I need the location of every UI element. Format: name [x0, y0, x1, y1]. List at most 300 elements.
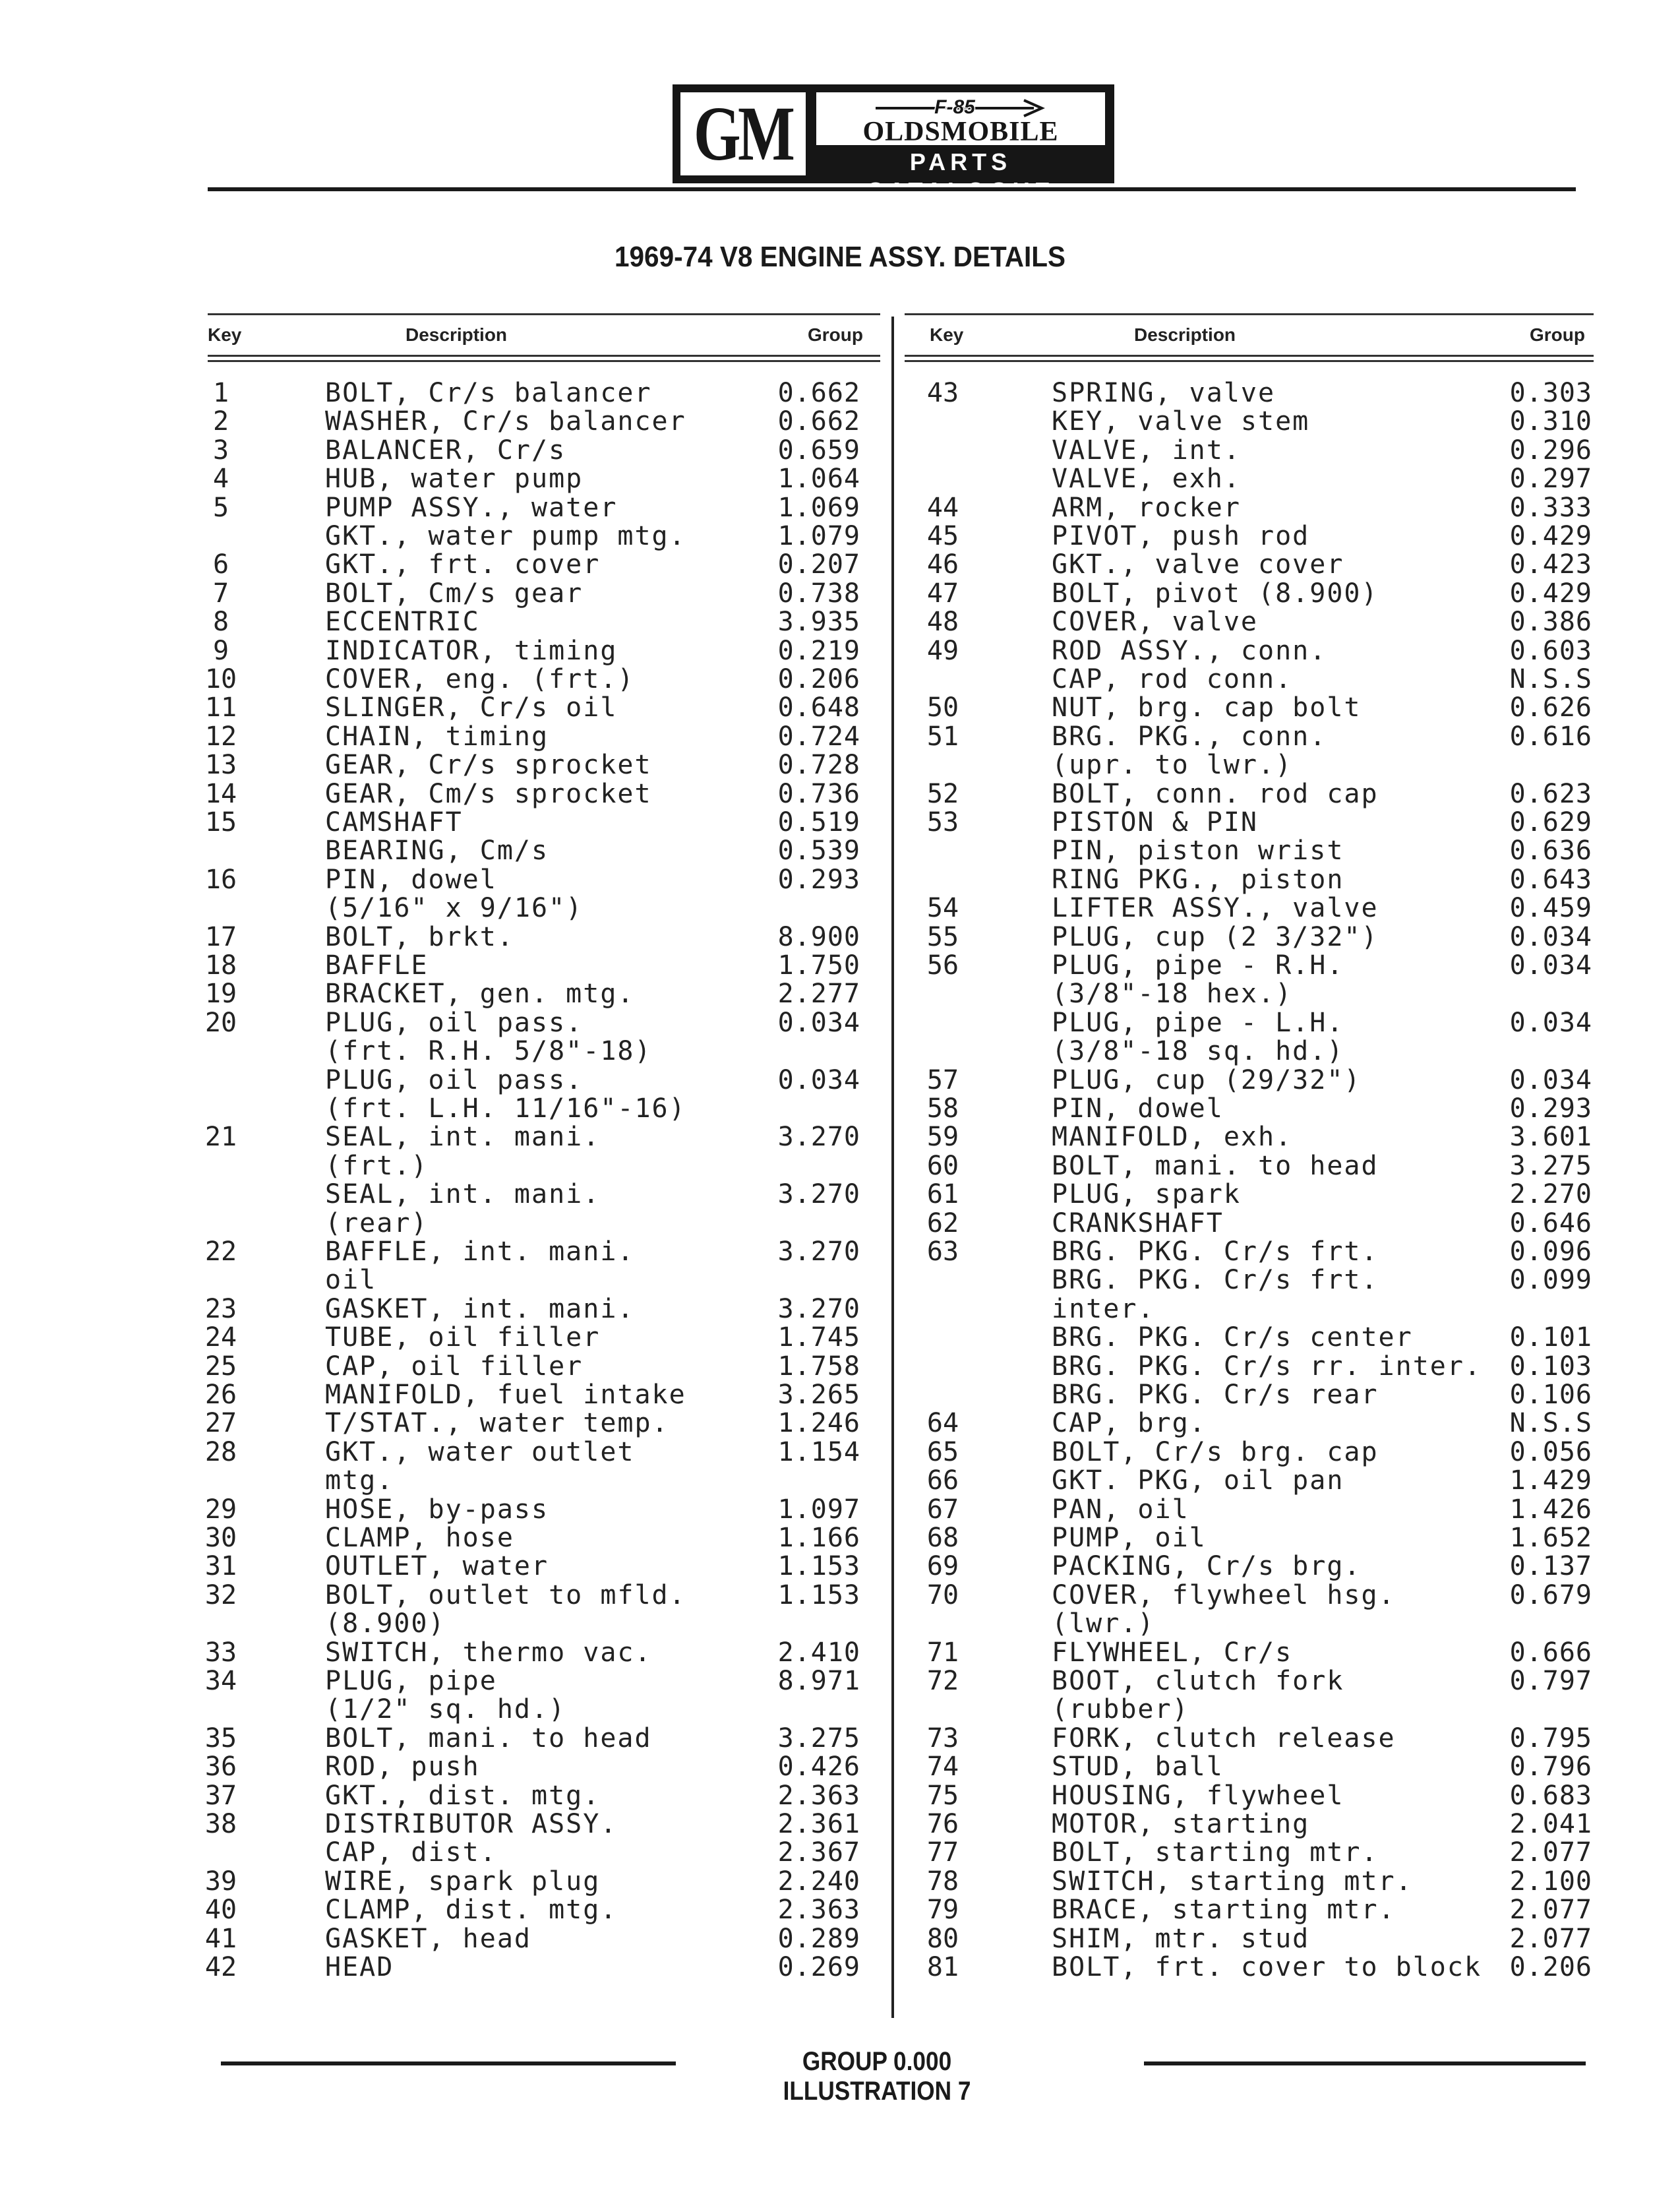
part-description: SWITCH, thermo vac. — [325, 1637, 652, 1668]
table-row — [0, 723, 1680, 751]
table-row — [0, 1324, 1680, 1352]
part-description: BOLT, Cr/s brg. cap — [1052, 1436, 1379, 1467]
part-description: GKT., frt. cover — [325, 549, 601, 580]
part-description: PLUG, cup (29/32") — [1052, 1064, 1362, 1095]
table-row — [0, 580, 1680, 608]
part-key: 26 — [204, 1380, 237, 1410]
part-description: CAP, oil filler — [325, 1351, 584, 1382]
table-row — [0, 1496, 1680, 1524]
right-top-rule — [905, 313, 1594, 315]
part-key: 69 — [926, 1551, 959, 1582]
part-group: 8.900 — [777, 921, 860, 952]
part-group: 0.219 — [777, 635, 860, 666]
part-group: 2.077 — [1509, 1837, 1592, 1868]
part-group: 3.275 — [777, 1723, 860, 1754]
part-description: BEARING, Cm/s — [325, 836, 549, 867]
part-group: 3.270 — [777, 1293, 860, 1324]
part-key: 36 — [204, 1752, 237, 1783]
table-row — [0, 1238, 1680, 1266]
part-group: 1.652 — [1509, 1523, 1592, 1553]
part-description: WIRE, spark plug — [325, 1866, 601, 1897]
part-group: 1.153 — [777, 1551, 860, 1582]
table-row — [0, 551, 1680, 579]
part-group: N.S.S — [1509, 664, 1592, 694]
table-row — [0, 1782, 1680, 1810]
part-group: 0.206 — [777, 664, 860, 694]
part-description: COVER, valve — [1052, 607, 1258, 638]
part-group: 2.277 — [777, 979, 860, 1010]
part-group: 0.056 — [1509, 1436, 1592, 1467]
footer-rule-right — [1144, 2061, 1586, 2065]
part-description: BOLT, mani. to head — [325, 1723, 652, 1754]
part-key: 67 — [926, 1494, 959, 1525]
part-description: VALVE, int. — [1052, 435, 1241, 466]
table-row — [0, 1266, 1680, 1295]
part-key: 25 — [204, 1351, 237, 1382]
table-row — [0, 923, 1680, 952]
part-description: PLUG, cup (2 3/32") — [1052, 921, 1379, 952]
part-group: 1.745 — [777, 1322, 860, 1353]
part-group: 2.367 — [777, 1837, 860, 1868]
part-group: 0.736 — [777, 778, 860, 809]
part-group: 2.100 — [1509, 1866, 1592, 1897]
part-key: 30 — [204, 1523, 237, 1553]
part-key: 8 — [212, 607, 229, 638]
part-description: BRG. PKG., conn. — [1052, 721, 1327, 752]
part-group: 0.423 — [1509, 549, 1592, 580]
part-description: CLAMP, hose — [325, 1523, 514, 1553]
part-description: CAMSHAFT — [325, 807, 463, 838]
part-description: (frt. L.H. 11/16"-16) — [325, 1093, 686, 1124]
part-group: 0.662 — [777, 406, 860, 437]
part-group: 2.077 — [1509, 1923, 1592, 1954]
part-description: BOLT, conn. rod cap — [1052, 778, 1379, 809]
part-description: BOLT, Cr/s balancer — [325, 378, 652, 408]
part-description: COVER, eng. (frt.) — [325, 664, 635, 694]
part-key: 59 — [926, 1122, 959, 1153]
table-row — [0, 1953, 1680, 1982]
part-group: 3.270 — [777, 1122, 860, 1153]
part-group: 2.363 — [777, 1895, 860, 1926]
table-row — [0, 751, 1680, 779]
part-key: 42 — [204, 1952, 237, 1982]
part-group: 0.293 — [1509, 1093, 1592, 1124]
part-key: 49 — [926, 635, 959, 666]
part-group: 1.429 — [1509, 1465, 1592, 1496]
part-description: NUT, brg. cap bolt — [1052, 692, 1362, 723]
part-key: 78 — [926, 1866, 959, 1897]
part-group: 0.662 — [777, 378, 860, 408]
part-description: TUBE, oil filler — [325, 1322, 601, 1353]
part-group: 2.361 — [777, 1809, 860, 1839]
part-description: CLAMP, dist. mtg. — [325, 1895, 618, 1926]
part-key: 60 — [926, 1150, 959, 1181]
part-description: FLYWHEEL, Cr/s — [1052, 1637, 1293, 1668]
footer-rule-left — [221, 2061, 676, 2065]
part-group: 0.623 — [1509, 778, 1592, 809]
table-row — [0, 1123, 1680, 1151]
table-row — [0, 379, 1680, 408]
part-group: 3.275 — [1509, 1150, 1592, 1181]
part-description: FORK, clutch release — [1052, 1723, 1396, 1754]
part-key: 63 — [926, 1236, 959, 1267]
part-group: 3.265 — [777, 1380, 860, 1410]
part-key: 41 — [204, 1923, 237, 1954]
part-group: 0.519 — [777, 807, 860, 838]
part-key: 17 — [204, 921, 237, 952]
part-group: 0.648 — [777, 692, 860, 723]
part-key: 66 — [926, 1465, 959, 1496]
part-key: 72 — [926, 1666, 959, 1696]
part-description: BRG. PKG. Cr/s frt. — [1052, 1236, 1379, 1267]
table-row — [0, 1381, 1680, 1409]
part-description: HEAD — [325, 1952, 394, 1982]
part-key: 1 — [212, 378, 229, 408]
part-key: 61 — [926, 1179, 959, 1210]
table-row — [0, 494, 1680, 522]
part-key: 34 — [204, 1666, 237, 1696]
part-description: GKT., water pump mtg. — [325, 521, 686, 551]
part-group: 3.935 — [777, 607, 860, 638]
table-row — [0, 694, 1680, 722]
part-description: INDICATOR, timing — [325, 635, 618, 666]
table-row — [0, 1438, 1680, 1467]
part-group: 0.539 — [777, 836, 860, 867]
part-group: 1.079 — [777, 521, 860, 551]
part-key: 28 — [204, 1436, 237, 1467]
part-description: (1/2" sq. hd.) — [325, 1694, 566, 1725]
part-key: 51 — [926, 721, 959, 752]
part-key: 21 — [204, 1122, 237, 1153]
part-description: SHIM, mtr. stud — [1052, 1923, 1310, 1954]
part-description: SPRING, valve — [1052, 378, 1276, 408]
table-row — [0, 1896, 1680, 1924]
table-row — [0, 1868, 1680, 1896]
part-key: 38 — [204, 1809, 237, 1839]
part-key: 18 — [204, 950, 237, 981]
part-group: 1.426 — [1509, 1494, 1592, 1525]
table-row — [0, 637, 1680, 665]
part-group: 0.310 — [1509, 406, 1592, 437]
part-description: GASKET, head — [325, 1923, 531, 1954]
part-description: (rear) — [325, 1207, 429, 1238]
part-group: 0.289 — [777, 1923, 860, 1954]
part-key: 6 — [212, 549, 229, 580]
part-key: 47 — [926, 578, 959, 609]
part-description: LIFTER ASSY., valve — [1052, 893, 1379, 924]
part-key: 68 — [926, 1523, 959, 1553]
part-key: 55 — [926, 921, 959, 952]
part-group: 0.101 — [1509, 1322, 1592, 1353]
part-group: 0.795 — [1509, 1723, 1592, 1754]
part-group: 0.034 — [1509, 921, 1592, 952]
part-key: 31 — [204, 1551, 237, 1582]
part-key: 2 — [212, 406, 229, 437]
part-group: 0.096 — [1509, 1236, 1592, 1267]
part-description: VALVE, exh. — [1052, 464, 1241, 495]
part-key: 74 — [926, 1752, 959, 1783]
table-row — [0, 1753, 1680, 1781]
table-row — [0, 1180, 1680, 1209]
part-group: 1.166 — [777, 1523, 860, 1553]
table-row — [0, 665, 1680, 694]
part-description: PIN, dowel — [325, 864, 497, 895]
part-description: RING PKG., piston — [1052, 864, 1344, 895]
table-row — [0, 608, 1680, 636]
part-key: 32 — [204, 1579, 237, 1610]
part-description: SWITCH, starting mtr. — [1052, 1866, 1413, 1897]
part-description: BRG. PKG. Cr/s rear — [1052, 1380, 1379, 1410]
part-description: PLUG, pipe - R.H. — [1052, 950, 1344, 981]
part-key: 16 — [204, 864, 237, 895]
part-description: mtg. — [325, 1465, 394, 1496]
part-description: CHAIN, timing — [325, 721, 549, 752]
part-description: MOTOR, starting — [1052, 1809, 1310, 1839]
part-key: 76 — [926, 1809, 959, 1839]
table-row — [0, 980, 1680, 1008]
part-description: ROD ASSY., conn. — [1052, 635, 1327, 666]
part-group: 0.738 — [777, 578, 860, 609]
part-key: 58 — [926, 1093, 959, 1124]
part-key: 40 — [204, 1895, 237, 1926]
part-description: (frt. R.H. 5/8"-18) — [325, 1036, 652, 1067]
part-group: 2.363 — [777, 1780, 860, 1811]
part-key: 57 — [926, 1064, 959, 1095]
page-title: 1969-74 V8 ENGINE ASSY. DETAILS — [615, 241, 1065, 273]
part-key: 23 — [204, 1293, 237, 1324]
part-description: CAP, rod conn. — [1052, 664, 1293, 694]
part-group: 1.246 — [777, 1408, 860, 1439]
part-description: PLUG, pipe - L.H. — [1052, 1007, 1344, 1038]
table-row — [0, 1552, 1680, 1581]
table-row — [0, 1610, 1680, 1638]
part-key: 81 — [926, 1952, 959, 1982]
part-key: 62 — [926, 1207, 959, 1238]
part-description: GEAR, Cr/s sprocket — [325, 750, 652, 781]
part-group: 1.153 — [777, 1579, 860, 1610]
part-description: PLUG, oil pass. — [325, 1007, 584, 1038]
part-group: 0.646 — [1509, 1207, 1592, 1238]
part-group: 1.758 — [777, 1351, 860, 1382]
part-key: 27 — [204, 1408, 237, 1439]
part-group: 0.206 — [1509, 1952, 1592, 1982]
table-row — [0, 1409, 1680, 1438]
part-description: ECCENTRIC — [325, 607, 480, 638]
part-description: BRG. PKG. Cr/s center — [1052, 1322, 1413, 1353]
part-description: BOOT, clutch fork — [1052, 1666, 1344, 1696]
part-group: 0.728 — [777, 750, 860, 781]
part-key: 9 — [212, 635, 229, 666]
part-key: 53 — [926, 807, 959, 838]
right-key-heading: Key — [930, 324, 964, 345]
table-row — [0, 809, 1680, 837]
part-group: 0.426 — [777, 1752, 860, 1783]
part-group: 0.659 — [777, 435, 860, 466]
part-key: 54 — [926, 893, 959, 924]
part-description: inter. — [1052, 1293, 1155, 1324]
part-description: BRACKET, gen. mtg. — [325, 979, 635, 1010]
part-description: BRG. PKG. Cr/s frt. — [1052, 1265, 1379, 1296]
table-row — [0, 1353, 1680, 1381]
part-key: 10 — [204, 664, 237, 694]
part-description: (8.900) — [325, 1608, 446, 1639]
part-group: 0.099 — [1509, 1265, 1592, 1296]
table-row — [0, 465, 1680, 493]
table-row — [0, 894, 1680, 923]
part-description: PLUG, spark — [1052, 1179, 1241, 1210]
table-row — [0, 1810, 1680, 1839]
part-key: 35 — [204, 1723, 237, 1754]
part-description: (5/16" x 9/16") — [325, 893, 584, 924]
right-header-rule-1 — [905, 355, 1594, 357]
part-key: 50 — [926, 692, 959, 723]
part-group: 1.097 — [777, 1494, 860, 1525]
right-description-heading: Description — [1134, 324, 1236, 345]
table-row — [0, 522, 1680, 551]
part-description: BOLT, brkt. — [325, 921, 514, 952]
part-group: 0.679 — [1509, 1579, 1592, 1610]
part-group: 2.240 — [777, 1866, 860, 1897]
part-description: SEAL, int. mani. — [325, 1122, 601, 1153]
part-key: 77 — [926, 1837, 959, 1868]
part-key: 73 — [926, 1723, 959, 1754]
part-group: 0.386 — [1509, 607, 1592, 638]
part-group: 0.207 — [777, 549, 860, 580]
table-row — [0, 1209, 1680, 1238]
part-group: 0.293 — [777, 864, 860, 895]
part-key: 13 — [204, 750, 237, 781]
footer-label: GROUP 0.000 ILLUSTRATION 7 — [783, 2047, 971, 2106]
part-group: 3.601 — [1509, 1122, 1592, 1153]
part-key: 19 — [204, 979, 237, 1010]
part-description: PAN, oil — [1052, 1494, 1189, 1525]
part-group: 0.796 — [1509, 1752, 1592, 1783]
table-row — [0, 437, 1680, 465]
part-description: (upr. to lwr.) — [1052, 750, 1293, 781]
part-key: 7 — [212, 578, 229, 609]
part-description: GKT., dist. mtg. — [325, 1780, 601, 1811]
part-key: 46 — [926, 549, 959, 580]
part-group: 0.636 — [1509, 836, 1592, 867]
part-description: PIN, dowel — [1052, 1093, 1224, 1124]
left-top-rule — [208, 313, 880, 315]
part-description: PACKING, Cr/s brg. — [1052, 1551, 1362, 1582]
part-group: 0.034 — [1509, 950, 1592, 981]
part-group: 0.603 — [1509, 635, 1592, 666]
part-description: BOLT, starting mtr. — [1052, 1837, 1379, 1868]
part-group: 1.750 — [777, 950, 860, 981]
part-group: 2.077 — [1509, 1895, 1592, 1926]
part-description: (3/8"-18 sq. hd.) — [1052, 1036, 1344, 1067]
part-description: (frt.) — [325, 1150, 429, 1181]
part-description: PUMP ASSY., water — [325, 492, 618, 523]
table-row — [0, 837, 1680, 865]
part-key: 52 — [926, 778, 959, 809]
part-description: oil — [325, 1265, 377, 1296]
part-description: BOLT, mani. to head — [1052, 1150, 1379, 1181]
part-group: 0.724 — [777, 721, 860, 752]
part-description: PIVOT, push rod — [1052, 521, 1310, 551]
part-key: 44 — [926, 492, 959, 523]
part-description: T/STAT., water temp. — [325, 1408, 669, 1439]
part-group: 0.303 — [1509, 378, 1592, 408]
part-key: 80 — [926, 1923, 959, 1954]
part-group: 2.270 — [1509, 1179, 1592, 1210]
table-row — [0, 1009, 1680, 1037]
part-key: 39 — [204, 1866, 237, 1897]
part-group: 0.459 — [1509, 893, 1592, 924]
part-key: 33 — [204, 1637, 237, 1668]
part-description: DISTRIBUTOR ASSY. — [325, 1809, 618, 1839]
part-description: BRG. PKG. Cr/s rr. inter. — [1052, 1351, 1482, 1382]
part-key: 3 — [212, 435, 229, 466]
table-row — [0, 1639, 1680, 1667]
part-description: CAP, brg. — [1052, 1408, 1207, 1439]
left-header-rule-1 — [208, 355, 880, 357]
part-description: BOLT, outlet to mfld. — [325, 1579, 686, 1610]
part-group: 0.429 — [1509, 521, 1592, 551]
part-group: 0.034 — [1509, 1007, 1592, 1038]
gm-logo-text: GM — [694, 90, 793, 177]
table-row — [0, 1095, 1680, 1123]
part-group: 8.971 — [777, 1666, 860, 1696]
part-group: 0.269 — [777, 1952, 860, 1982]
table-row — [0, 952, 1680, 980]
gm-logo-box — [680, 92, 806, 175]
part-description: BOLT, frt. cover to block — [1052, 1952, 1482, 1982]
part-group: 0.797 — [1509, 1666, 1592, 1696]
part-group: 0.034 — [1509, 1064, 1592, 1095]
part-description: BOLT, Cm/s gear — [325, 578, 584, 609]
part-description: GKT., water outlet — [325, 1436, 635, 1467]
part-description: BAFFLE — [325, 950, 429, 981]
part-key: 65 — [926, 1436, 959, 1467]
part-description: MANIFOLD, fuel intake — [325, 1380, 686, 1410]
part-description: HOUSING, flywheel — [1052, 1780, 1344, 1811]
table-row — [0, 408, 1680, 436]
part-description: (3/8"-18 hex.) — [1052, 979, 1293, 1010]
part-key: 29 — [204, 1494, 237, 1525]
part-group: 0.629 — [1509, 807, 1592, 838]
table-row — [0, 1037, 1680, 1066]
part-key: 5 — [212, 492, 229, 523]
part-group: 3.270 — [777, 1236, 860, 1267]
part-description: SLINGER, Cr/s oil — [325, 692, 618, 723]
table-row — [0, 866, 1680, 894]
part-group: 2.041 — [1509, 1809, 1592, 1839]
table-row — [0, 1925, 1680, 1953]
part-key: 70 — [926, 1579, 959, 1610]
part-description: ARM, rocker — [1052, 492, 1241, 523]
table-row — [0, 1524, 1680, 1552]
part-group: 0.643 — [1509, 864, 1592, 895]
part-description: BALANCER, Cr/s — [325, 435, 566, 466]
part-description: WASHER, Cr/s balancer — [325, 406, 686, 437]
table-row — [0, 1667, 1680, 1695]
part-group: 0.297 — [1509, 464, 1592, 495]
part-key: 22 — [204, 1236, 237, 1267]
part-description: CRANKSHAFT — [1052, 1207, 1224, 1238]
table-row — [0, 1467, 1680, 1495]
part-key: 11 — [204, 692, 237, 723]
header-rule — [208, 187, 1576, 191]
part-key: 4 — [212, 464, 229, 495]
part-key: 45 — [926, 521, 959, 551]
part-description: ROD, push — [325, 1752, 480, 1783]
part-description: SEAL, int. mani. — [325, 1179, 601, 1210]
part-description: PLUG, pipe — [325, 1666, 497, 1696]
part-key: 15 — [204, 807, 237, 838]
